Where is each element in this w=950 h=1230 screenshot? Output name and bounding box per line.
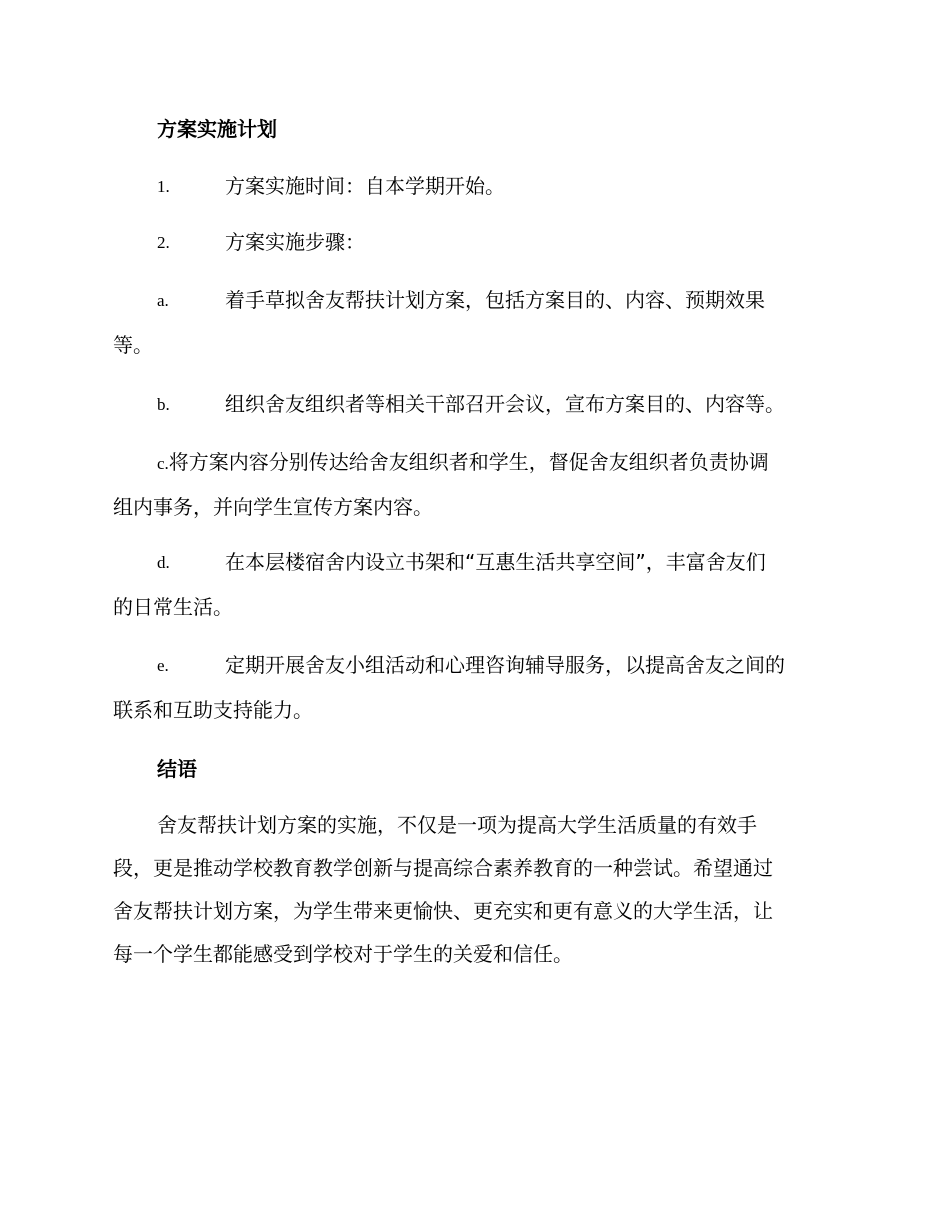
list-marker: a.	[157, 291, 169, 310]
paragraph-line: 舍友帮扶计划方案，为学生带来更愉快、更充实和更有意义的大学生活，让	[113, 899, 773, 923]
list-item-text: 在本层楼宿舍内设立书架和“互惠生活共享空间”，丰富舍友们	[225, 550, 766, 574]
list-item-text: 方案实施时间：自本学期开始。	[225, 174, 505, 198]
paragraph-line: 每一个学生都能感受到学校对于学生的关爱和信任。	[113, 942, 573, 966]
section-heading-implementation-plan: 方案实施计划	[157, 117, 277, 141]
paragraph-line: 段，更是推动学校教育教学创新与提高综合素养教育的一种尝试。希望通过	[113, 856, 773, 880]
section-heading-conclusion: 结语	[157, 757, 197, 781]
list-item-continuation: 的日常生活。	[113, 595, 233, 619]
list-item-d	[113, 540, 838, 630]
list-item-text: 组织舍友组织者等相关干部召开会议，宣布方案目的、内容等。	[225, 392, 785, 416]
list-marker: c.	[157, 454, 169, 473]
list-item-text: 着手草拟舍友帮扶计划方案，包括方案目的、内容、预期效果	[225, 288, 765, 312]
conclusion-paragraph	[113, 804, 838, 976]
list-item-continuation: 等。	[113, 333, 153, 357]
list-item-2	[113, 220, 838, 265]
list-marker: 1.	[157, 177, 170, 196]
list-item-text: 方案实施步骤：	[225, 230, 365, 254]
list-item-continuation: 联系和互助支持能力。	[113, 698, 313, 722]
list-item-text: 将方案内容分别传达给舍友组织者和学生，督促舍友组织者负责协调	[168, 450, 769, 474]
list-item-1	[113, 164, 838, 209]
list-item-b	[113, 382, 838, 427]
list-item-a	[113, 278, 838, 368]
list-item-e	[113, 643, 838, 733]
list-item-text: 定期开展舍友小组活动和心理咨询辅导服务，以提高舍友之间的	[225, 653, 785, 677]
list-marker: d.	[157, 553, 170, 572]
list-item-continuation: 组内事务，并向学生宣传方案内容。	[113, 495, 433, 519]
paragraph-line: 舍友帮扶计划方案的实施，不仅是一项为提高大学生活质量的有效手	[157, 813, 757, 837]
list-marker: e.	[157, 656, 169, 675]
list-marker: 2.	[157, 233, 170, 252]
list-item-c	[113, 440, 838, 530]
list-marker: b.	[157, 395, 170, 414]
